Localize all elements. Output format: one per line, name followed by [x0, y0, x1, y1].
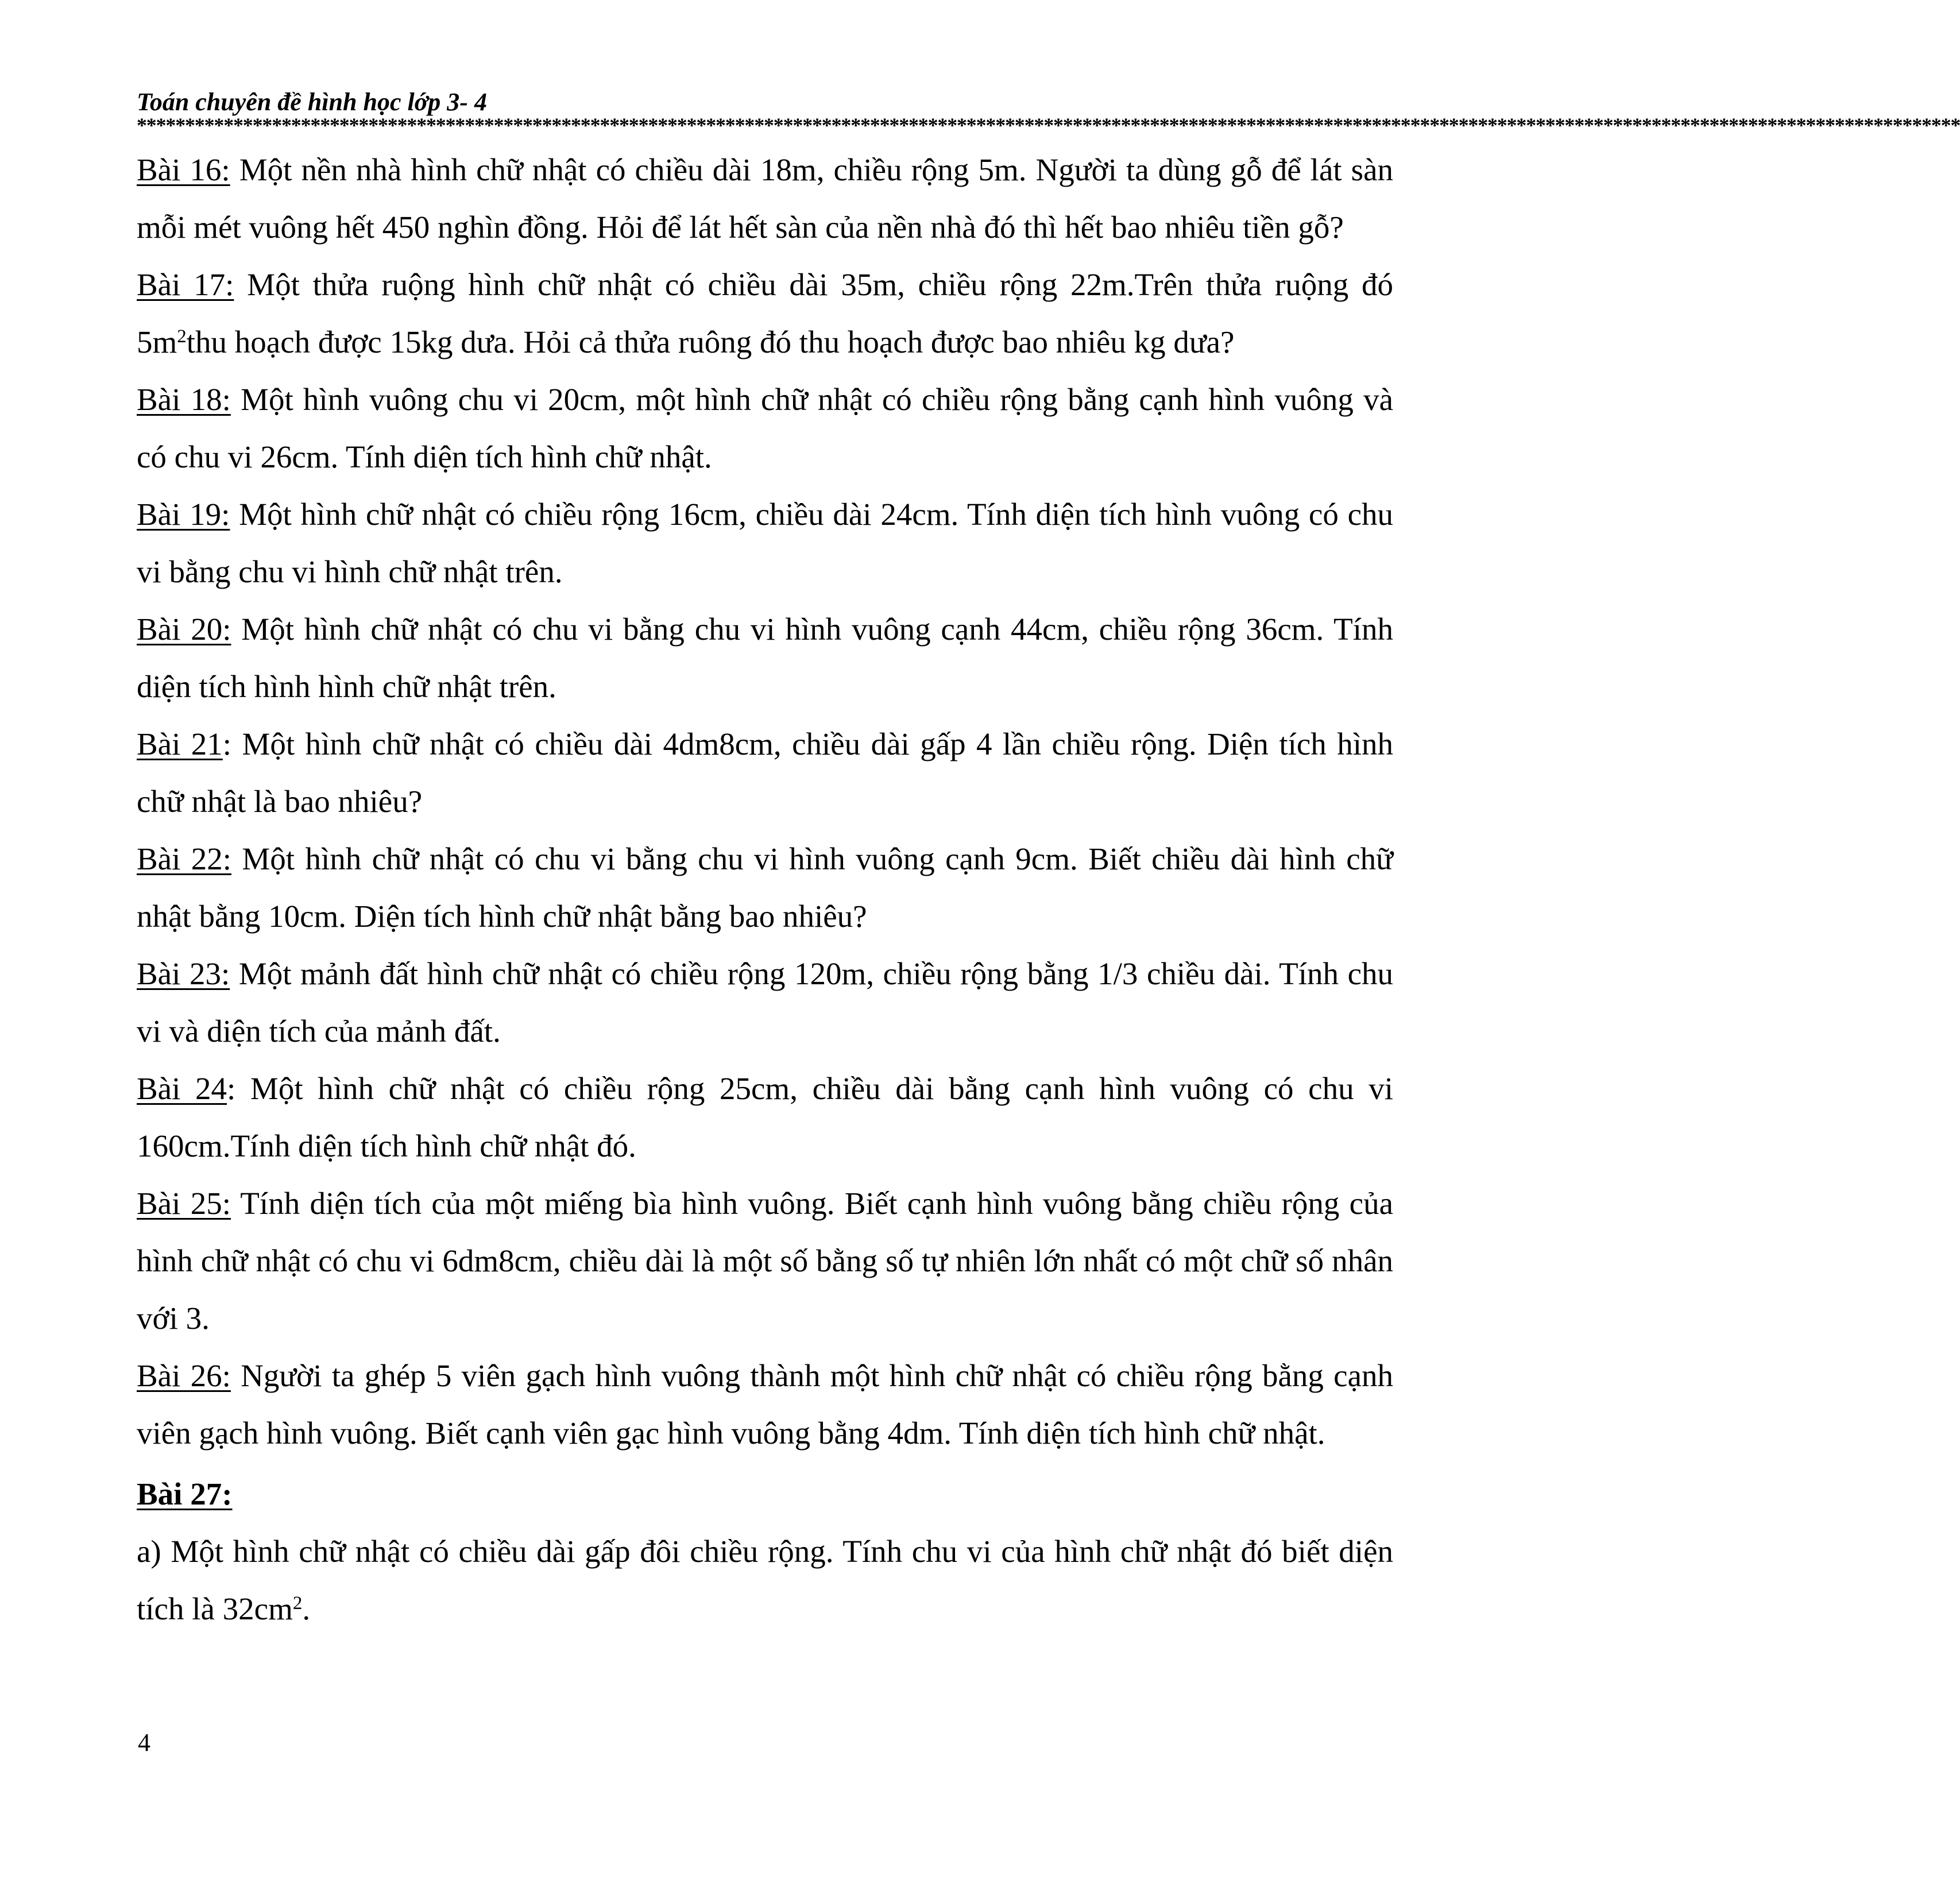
exercise-text: Một hình chữ nhật có chiều rộng 16cm, chiều dài 24cm. Tính diện tích hình vuông có chu vi bằng chu vi hình chữ nhật trên. [137, 497, 1393, 589]
exercise-21 [137, 716, 1393, 830]
exercise-20 [137, 601, 1393, 716]
exercise-number: Bài 24 [137, 1071, 227, 1106]
superscript: 2 [292, 1593, 303, 1614]
exercise-23 [137, 945, 1393, 1060]
exercise-text: Một thửa ruộng hình chữ nhật có chiều dài 35m, chiều rộng 22m.Trên thửa ruộng đó 5m [137, 267, 1393, 359]
exercise-number: Bài 17: [137, 267, 234, 302]
exercise-number: Bài 27: [137, 1476, 233, 1511]
exercise-18 [137, 371, 1393, 486]
exercise-number: Bài 16: [137, 152, 230, 187]
exercise-number: Bài 20: [137, 612, 231, 647]
exercise-text: Một mảnh đất hình chữ nhật có chiều rộng 120m, chiều rộng bằng 1/3 chiều dài. Tính chu vi và diện tích của mảnh đất. [137, 956, 1393, 1049]
exercise-text: Một hình vuông chu vi 20cm, một hình chữ nhật có chiều rộng bằng cạnh hình vuông và có chu vi 26cm. Tính diện tích hình chữ nhật. [137, 382, 1393, 474]
superscript: 2 [177, 326, 187, 347]
exercise-text-cont: thu hoạch được 15kg dưa. Hỏi cả thửa ruông đó thu hoạch được bao nhiêu kg dưa? [186, 324, 1235, 359]
exercise-25 [137, 1175, 1393, 1347]
exercise-text: : Một hình chữ nhật có chiều dài 4dm8cm, chiều dài gấp 4 lần chiều rộng. Diện tích hình chữ nhật là bao nhiêu? [137, 726, 1393, 819]
header-star-divider: ********************************************************************************************************************************************************************************************* [137, 114, 1960, 137]
exercise-text: : Một hình chữ nhật có chiều rộng 25cm, chiều dài bằng cạnh hình vuông có chu vi 160cm.Tính diện tích hình chữ nhật đó. [137, 1071, 1393, 1163]
exercise-text: Một hình chữ nhật có chu vi bằng chu vi hình vuông cạnh 9cm. Biết chiều dài hình chữ nhật bằng 10cm. Diện tích hình chữ nhật bằng bao nhiêu? [137, 841, 1393, 934]
exercise-list [137, 141, 1393, 1638]
exercise-27-heading [137, 1465, 1393, 1523]
exercise-number: Bài 21 [137, 726, 223, 761]
exercise-number: Bài 25: [137, 1186, 231, 1221]
exercise-19 [137, 486, 1393, 601]
exercise-24 [137, 1060, 1393, 1175]
exercise-number: Bài 23: [137, 956, 230, 991]
exercise-text: Một hình chữ nhật có chu vi bằng chu vi hình vuông cạnh 44cm, chiều rộng 36cm. Tính diện tích hình hình chữ nhật trên. [137, 612, 1393, 704]
exercise-text: Người ta ghép 5 viên gạch hình vuông thành một hình chữ nhật có chiều rộng bằng cạnh viên gạch hình vuông. Biết cạnh viên gạc hình vuông bằng 4dm. Tính diện tích hình chữ nhật. [137, 1358, 1393, 1451]
exercise-16 [137, 141, 1393, 256]
exercise-17 [137, 256, 1393, 371]
header-title: Toán chuyên đề hình học lớp 3- 4 [137, 88, 487, 116]
exercise-text: Một nền nhà hình chữ nhật có chiều dài 18m, chiều rộng 5m. Người ta dùng gỗ để lát sàn mỗi mét vuông hết 450 nghìn đồng. Hỏi để lát hết sàn của nền nhà đó thì hết bao nhiêu tiền gỗ? [137, 152, 1393, 245]
exercise-22 [137, 830, 1393, 945]
exercise-26 [137, 1347, 1393, 1462]
exercise-number: Bài 22: [137, 841, 232, 876]
exercise-27-part-a [137, 1523, 1393, 1638]
exercise-text-cont: . [302, 1591, 311, 1626]
page-number: 4 [138, 1728, 150, 1757]
exercise-number: Bài 18: [137, 382, 231, 417]
exercise-number: Bài 26: [137, 1358, 231, 1393]
exercise-number: Bài 19: [137, 497, 230, 532]
exercise-text: Tính diện tích của một miếng bìa hình vuông. Biết cạnh hình vuông bằng chiều rộng của hình chữ nhật có chu vi 6dm8cm, chiều dài là một số bằng số tự nhiên lớn nhất có một chữ số nhân với 3. [137, 1186, 1393, 1336]
exercise-text: a) Một hình chữ nhật có chiều dài gấp đôi chiều rộng. Tính chu vi của hình chữ nhật đó biết diện tích là 32cm [137, 1534, 1393, 1626]
